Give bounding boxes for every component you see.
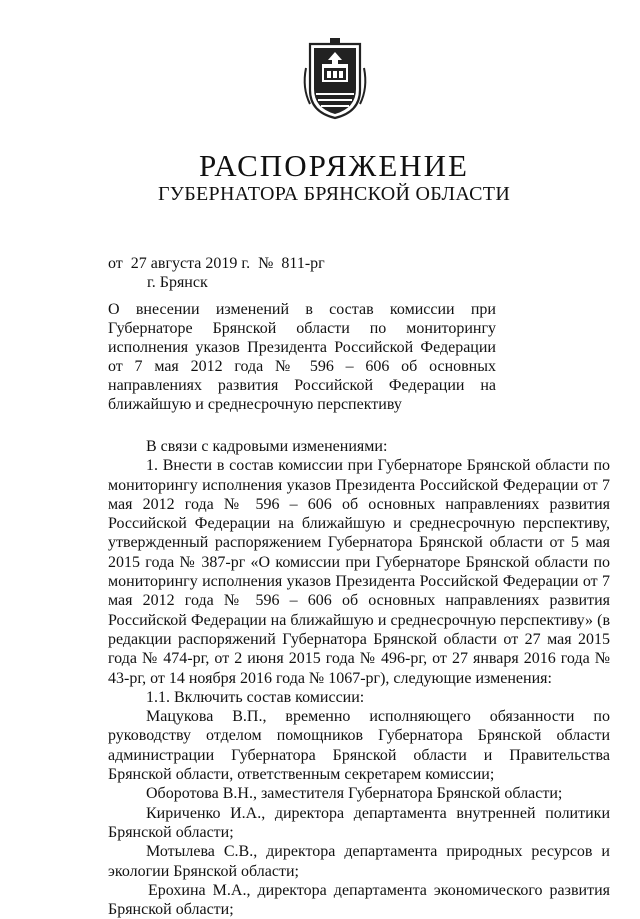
document-title: РАСПОРЯЖЕНИЕ [199, 148, 469, 183]
member-entry: Мацукова В.П., временно исполняющего обязанности по руководству отделом помощников Губернатора Брянской области администрации Губернатора Брянской области и Правительства Брянской области, ответственным секретарем комиссии; [108, 708, 610, 784]
document-body [108, 437, 610, 919]
body-item-1: 1. Внести в состав комиссии при Губернаторе Брянской области по мониторингу исполнения указов Президента Российской Федерации от 7 мая 2012 года № 596 – 606 об основных направлениях развития Российской Федерации на ближайшую и среднесрочную перспективу, утвержденный распоряжением Губернатора Брянской области от 5 мая 2015 года № 387-рг «О комиссии при Губернаторе Брянской области по мониторингу исполнения указов Президента Российской Федерации от 7 мая 2012 года № 596 – 606 об основных направлениях развития Российской Федерации на ближайшую и среднесрочную перспективу» (в редакции распоряжений Губернатора Брянской области от 27 мая 2015 года № 474-рг, от 2 июня 2015 года № 496-рг, от 27 января 2016 года № 43-рг, от 14 ноября 2016 года № 1067-рг), следующие изменения: [108, 457, 610, 687]
coat-of-arms-icon [300, 38, 370, 122]
body-item-1-1: 1.1. Включить состав комиссии: [146, 688, 365, 706]
document-issuer: ГУБЕРНАТОРА БРЯНСКОЙ ОБЛАСТИ [157, 183, 511, 205]
member-entry: Кириченко И.А., директора департамента внутренней политики Брянской области; [108, 804, 610, 841]
body-intro: В связи с кадровыми изменениями: [146, 438, 388, 455]
member-entry: Ерохина М.А., директора департамента экономического развития Брянской области; [108, 881, 610, 919]
member-entry: Мотылева С.В., директора департамента природных ресурсов и экологии Брянской области; [108, 843, 610, 880]
document-date-number: от 27 августа 2019 г. № 811-рг [108, 255, 325, 272]
member-entry: Оборотова В.Н., заместителя Губернатора Брянской области; [146, 785, 563, 803]
document-subject: О внесении изменений в состав комиссии при Губернаторе Брянской области по мониторингу исполнения указов Президента Российской Федерации от 7 мая 2012 года № 596 – 606 об основных направлениях развития Российской Федерации на ближайшую и среднесрочную перспективу [108, 301, 496, 413]
document-city: г. Брянск [147, 274, 208, 291]
